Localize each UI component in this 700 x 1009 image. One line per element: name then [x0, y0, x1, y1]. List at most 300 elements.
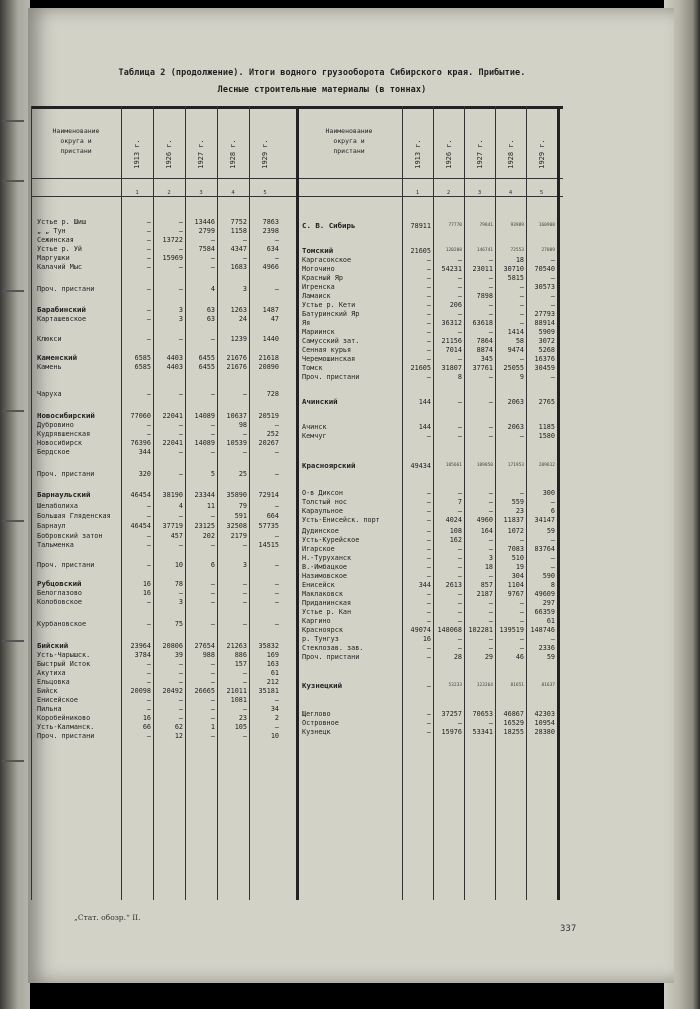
column-number: 4 [231, 190, 235, 196]
table-cell: 1081 [230, 696, 247, 704]
table-cell: — [457, 572, 462, 580]
table-cell: — [550, 373, 555, 381]
table-cell: 3 [242, 285, 247, 293]
column-number: 4 [508, 190, 513, 196]
table-cell: 344 [418, 581, 431, 589]
table-cell: 58 [515, 337, 524, 345]
table-cell: 2336 [538, 644, 555, 652]
table-cell: 36312 [441, 319, 462, 327]
column-number: 2 [167, 190, 171, 196]
table-cell: — [274, 470, 279, 478]
table-cell: — [426, 599, 431, 607]
table-cell: 18255 [503, 728, 524, 736]
table-cell: — [274, 236, 279, 244]
district-row-label: Бийский [37, 641, 69, 650]
table-cell: — [550, 554, 555, 562]
table-cell: — [178, 660, 183, 668]
table-cell: — [146, 306, 151, 314]
pier-row-label: Мариинск [302, 328, 335, 336]
table-cell: — [146, 218, 151, 226]
table-cell: 34 [270, 705, 279, 713]
table-cell: 728 [266, 390, 279, 398]
table-cell: — [519, 355, 524, 363]
table-cell: 47 [270, 315, 279, 323]
table-cell: 1239 [230, 335, 247, 343]
table-cell: — [426, 590, 431, 598]
table-cell: — [457, 283, 462, 291]
table-cell: 7584 [198, 245, 215, 253]
pier-row-label: Сенная курья [302, 346, 352, 354]
table-cell: 15976 [441, 728, 462, 736]
table-cell: 66 [142, 723, 151, 731]
table-cell: 212 [266, 678, 279, 686]
table-cell: 24 [238, 315, 247, 323]
column-header-year [500, 128, 522, 180]
table-cell: 49609 [534, 590, 555, 598]
pier-row-label: Шелаболиха [37, 502, 78, 510]
table-cell: 664 [266, 512, 279, 520]
table-cell: — [488, 489, 493, 497]
table-cell: — [242, 430, 247, 438]
table-cell: — [550, 536, 555, 544]
table-cell: — [178, 448, 183, 456]
table-cell: — [426, 617, 431, 625]
table-cell: — [274, 502, 279, 510]
table-cell: — [242, 448, 247, 456]
table-cell: 320 [138, 470, 151, 478]
table-cell: 1414 [507, 328, 524, 336]
pier-row-label: Дудинское [302, 527, 339, 535]
table-cell: — [146, 678, 151, 686]
table-cell: — [178, 512, 183, 520]
table-cell: — [457, 355, 462, 363]
table-cell: 63 [206, 306, 215, 314]
table-cell: 1158 [230, 227, 247, 235]
pier-row-label: О-в Диксон [302, 489, 343, 497]
table-cell: 252 [266, 430, 279, 438]
table-cell: — [242, 705, 247, 713]
pier-row-label: Акутиха [37, 669, 66, 677]
table-cell: 157 [234, 660, 247, 668]
pier-row-label: Усть-Курейское [302, 536, 360, 544]
table-cell: 120208 [445, 248, 462, 253]
table-cell: 70540 [534, 265, 555, 273]
table-cell: 16 [142, 714, 151, 722]
page-number: 337 [560, 924, 577, 934]
district-row-label: Каменский [37, 353, 78, 362]
table-cell: — [426, 292, 431, 300]
table-cell: 160908 [538, 223, 555, 228]
table-cell: — [426, 728, 431, 736]
pier-row-label: Проч. пристани [37, 285, 95, 293]
table-cell: — [274, 285, 279, 293]
pier-row-label: Енисейское [37, 696, 78, 704]
table-cell: 78 [174, 580, 183, 588]
table-cell: 57735 [258, 522, 279, 530]
table-cell: — [146, 430, 151, 438]
table-cell: 7014 [445, 346, 462, 354]
table-cell: — [426, 563, 431, 571]
table-cell: 345 [480, 355, 493, 363]
table-cell: — [274, 254, 279, 262]
table-cell: 93989 [510, 223, 524, 228]
table-cell: — [488, 398, 493, 406]
pier-row-label: Чаруха [37, 390, 62, 398]
table-cell: 105661 [445, 463, 462, 468]
column-number: 3 [199, 190, 203, 196]
table-cell: 163 [266, 660, 279, 668]
table-cell: — [519, 301, 524, 309]
table-cell: 4 [210, 285, 215, 293]
table-cell: 54231 [441, 265, 462, 273]
pier-row-label: Енисейск [302, 581, 335, 589]
pier-row-label: Бобровский затон [37, 532, 103, 540]
pier-row-label: Каргино [302, 617, 331, 625]
table-cell: — [457, 432, 462, 440]
table-cell: 20519 [258, 412, 279, 420]
table-cell: 19 [515, 563, 524, 571]
table-cell: 34147 [534, 516, 555, 524]
table-cell: 16 [142, 589, 151, 597]
table-cell: — [146, 696, 151, 704]
table-cell: — [146, 541, 151, 549]
table-cell: 21263 [226, 642, 247, 650]
table-cell: — [550, 292, 555, 300]
column-header-year [158, 128, 180, 180]
table-cell: — [178, 421, 183, 429]
pier-row-label: Приданинская [302, 599, 352, 607]
pier-row-label: Белоглазово [37, 589, 83, 597]
district-row-label: Томский [302, 246, 334, 255]
table-cell: — [550, 301, 555, 309]
table-cell: 16376 [534, 355, 555, 363]
year-label: 1926 г. [165, 139, 174, 169]
table-cell: — [488, 310, 493, 318]
table-cell: 35890 [226, 491, 247, 499]
table-cell: — [426, 554, 431, 562]
table-cell: — [146, 227, 151, 235]
table-cell: 1185 [538, 423, 555, 431]
pier-row-label: Устье р. Шиш [37, 218, 87, 226]
table-cell: 31807 [441, 364, 462, 372]
table-cell: 102281 [468, 626, 493, 634]
table-cell: 2063 [507, 398, 524, 406]
table-cell: — [146, 512, 151, 520]
table-cell: 21676 [226, 354, 247, 362]
table-cell: 634 [266, 245, 279, 253]
table-cell: — [178, 335, 183, 343]
table-cell: 21011 [226, 687, 247, 695]
pier-row-label: Пильна [37, 705, 62, 713]
table-cell: 37257 [441, 710, 462, 718]
table-cell: 16 [142, 580, 151, 588]
table-cell: — [146, 390, 151, 398]
table-cell: — [426, 545, 431, 553]
table-cell: — [550, 274, 555, 282]
table-cell: — [488, 328, 493, 336]
table-cell: 23964 [130, 642, 151, 650]
table-cell: — [550, 256, 555, 264]
table-cell: — [146, 620, 151, 628]
table-cell: — [146, 502, 151, 510]
table-cell: 46867 [503, 710, 524, 718]
table-cell: — [426, 498, 431, 506]
table-cell: — [426, 301, 431, 309]
table-cell: — [457, 635, 462, 643]
table-cell: — [146, 315, 151, 323]
table-cell: — [146, 598, 151, 606]
table-cell: — [210, 660, 215, 668]
table-cell: 3 [242, 561, 247, 569]
table-cell: 1487 [262, 306, 279, 314]
table-cell: — [550, 563, 555, 571]
table-cell: — [210, 390, 215, 398]
table-cell: — [178, 696, 183, 704]
table-cell: — [242, 589, 247, 597]
table-cell: — [242, 254, 247, 262]
table-cell: — [519, 283, 524, 291]
table-cell: — [178, 678, 183, 686]
table-cell: — [426, 653, 431, 661]
table-cell: — [457, 608, 462, 616]
pier-row-label: Курбановское [37, 620, 87, 628]
table-cell: 49434 [410, 462, 431, 470]
table-cell: 6455 [198, 354, 215, 362]
table-cell: — [210, 335, 215, 343]
table-cell: — [146, 245, 151, 253]
pier-row-label: Быстрый Исток [37, 660, 91, 668]
table-cell: 25055 [503, 364, 524, 372]
table-cell: — [426, 346, 431, 354]
table-cell: 146741 [476, 248, 493, 253]
table-cell: — [274, 561, 279, 569]
year-label: 1928 г. [506, 139, 515, 169]
table-cell: 559 [511, 498, 524, 506]
table-cell: — [550, 498, 555, 506]
table-cell: 15969 [162, 254, 183, 262]
table-cell: 3784 [134, 651, 151, 659]
table-cell: — [178, 669, 183, 677]
table-cell: — [519, 536, 524, 544]
table-cell: — [426, 572, 431, 580]
table-cell: 22041 [162, 412, 183, 420]
table-cell: — [457, 328, 462, 336]
table-cell: 81637 [541, 683, 555, 688]
table-cell: 13722 [162, 236, 183, 244]
table-cell: 10637 [226, 412, 247, 420]
table-cell: 11837 [503, 516, 524, 524]
table-cell: — [210, 696, 215, 704]
table-cell: 1 [210, 723, 215, 731]
pier-row-label: Кузнецк [302, 728, 331, 736]
table-cell: — [210, 732, 215, 740]
table-cell: — [146, 263, 151, 271]
table-cell: 37719 [162, 522, 183, 530]
table-cell: — [274, 589, 279, 597]
table-cell: 590 [542, 572, 555, 580]
table-cell: — [488, 608, 493, 616]
table-cell: — [210, 541, 215, 549]
table-cell: 206 [449, 301, 462, 309]
pier-row-label: Усть-Чарышск. [37, 651, 91, 659]
pier-row-label: Кудрявшенская [37, 430, 91, 438]
table-cell: — [242, 669, 247, 677]
table-cell: — [457, 545, 462, 553]
table-cell: — [426, 256, 431, 264]
pier-row-label: Новосибирск [37, 439, 83, 447]
column-header-year [531, 128, 553, 180]
table-cell: 202 [202, 532, 215, 540]
pier-row-label: Маргушки [37, 254, 70, 262]
district-row-label: С. В. Сибирь [302, 221, 356, 230]
pier-row-label: Тальменка [37, 541, 74, 549]
table-cell: 297 [542, 599, 555, 607]
table-cell: — [426, 507, 431, 515]
table-cell: — [210, 714, 215, 722]
table-cell: 2799 [198, 227, 215, 235]
table-cell: 14089 [194, 412, 215, 420]
table-cell: — [457, 423, 462, 431]
pier-row-label: Усть-Калманск. [37, 723, 95, 731]
table-cell: — [146, 732, 151, 740]
pier-row-label: Устье р. Кан [302, 608, 352, 616]
table-cell: 7752 [230, 218, 247, 226]
table-cell: 21605 [410, 247, 431, 255]
table-header [82, 68, 562, 95]
pier-row-label: р. Тунгуз [302, 635, 339, 643]
table-cell: 63618 [472, 319, 493, 327]
table-cell: 1440 [262, 335, 279, 343]
table-cell: 20890 [258, 363, 279, 371]
table-cell: — [519, 635, 524, 643]
table-right-rule [557, 106, 560, 900]
table-cell: — [457, 507, 462, 515]
table-cell: — [210, 512, 215, 520]
table-cell: 81651 [510, 683, 524, 688]
table-cell: 79 [238, 502, 247, 510]
table-cell: 7863 [262, 218, 279, 226]
year-label: 1928 г. [229, 139, 238, 169]
table-cell: 1104 [507, 581, 524, 589]
table-cell: — [178, 263, 183, 271]
table-cell: 21618 [258, 354, 279, 362]
table-cell: 39 [174, 651, 183, 659]
table-cell: 20267 [258, 439, 279, 447]
column-number: 1 [135, 190, 139, 196]
table-cell: 23 [515, 507, 524, 515]
table-cell: 32508 [226, 522, 247, 530]
pier-row-label: Караульное [302, 507, 343, 515]
table-cell: — [457, 563, 462, 571]
pier-row-label: Кемчуг [302, 432, 327, 440]
table-cell: — [242, 390, 247, 398]
column-header-year [254, 128, 276, 180]
table-cell: 49074 [410, 626, 431, 634]
table-title: Таблица 2 (продолжение). Итоги водного грузооборота Сибирского края. Прибытие. [118, 68, 526, 78]
table-cell: — [210, 263, 215, 271]
table-cell: 457 [170, 532, 183, 540]
table-cell: — [488, 617, 493, 625]
table-cell: — [488, 423, 493, 431]
table-cell: — [457, 617, 462, 625]
table-cell: 1683 [230, 263, 247, 271]
table-cell: — [426, 283, 431, 291]
table-cell: 46454 [130, 491, 151, 499]
table-cell: 78911 [410, 222, 431, 230]
table-cell: — [519, 310, 524, 318]
table-cell: 75 [174, 620, 183, 628]
table-cell: 344 [138, 448, 151, 456]
table-cell: 35832 [258, 642, 279, 650]
table-cell: 7898 [476, 292, 493, 300]
table-cell: 83764 [534, 545, 555, 553]
table-cell: — [210, 421, 215, 429]
table-cell: 1580 [538, 432, 555, 440]
table-cell: 6 [210, 561, 215, 569]
table-subtitle: Лесные строительные материалы (в тоннах) [217, 85, 427, 95]
table-cell: 5268 [538, 346, 555, 354]
table-cell: 27089 [541, 248, 555, 253]
table-cell: — [178, 541, 183, 549]
pier-row-label: Колобовское [37, 598, 83, 606]
table-cell: — [426, 644, 431, 652]
table-cell: — [146, 285, 151, 293]
district-row-label: Рубцовский [37, 579, 82, 588]
table-cell: 4403 [166, 354, 183, 362]
table-cell: — [242, 598, 247, 606]
table-cell: — [210, 620, 215, 628]
table-cell: 1072 [507, 527, 524, 535]
table-cell: 30710 [503, 265, 524, 273]
table-cell: — [274, 580, 279, 588]
pier-row-label: Проч. пристани [302, 653, 360, 661]
table-cell: 77060 [130, 412, 151, 420]
table-cell: 10539 [226, 439, 247, 447]
table-cell: 70653 [472, 710, 493, 718]
table-cell: 20492 [162, 687, 183, 695]
table-cell: 148068 [437, 626, 462, 634]
table-cell: 7083 [507, 545, 524, 553]
table-cell: 591 [234, 512, 247, 520]
table-cell: — [146, 669, 151, 677]
table-cell: 2063 [507, 423, 524, 431]
table-cell: — [146, 660, 151, 668]
table-cell: — [488, 301, 493, 309]
pier-row-label: Усть-Енисейск. порт [302, 516, 380, 524]
pier-row-label: Толстый нос [302, 498, 348, 506]
table-cell: 3 [178, 598, 183, 606]
column-number: 2 [446, 190, 451, 196]
table-cell: — [210, 430, 215, 438]
table-cell: 148746 [530, 626, 555, 634]
table-cell: — [457, 554, 462, 562]
pier-row-label: Карташевское [37, 315, 87, 323]
table-cell: 88914 [534, 319, 555, 327]
table-cell: — [210, 236, 215, 244]
table-cell: — [426, 527, 431, 535]
table-cell: — [210, 589, 215, 597]
table-cell: 857 [480, 581, 493, 589]
table-cell: — [178, 390, 183, 398]
table-cell: — [274, 532, 279, 540]
table-cell: 164 [480, 527, 493, 535]
table-cell: 123264 [476, 683, 493, 688]
table-cell: — [210, 678, 215, 686]
table-cell: 16 [422, 635, 431, 643]
table-cell: — [210, 580, 215, 588]
table-cell: 6585 [134, 363, 151, 371]
table-cell: 3 [488, 554, 493, 562]
